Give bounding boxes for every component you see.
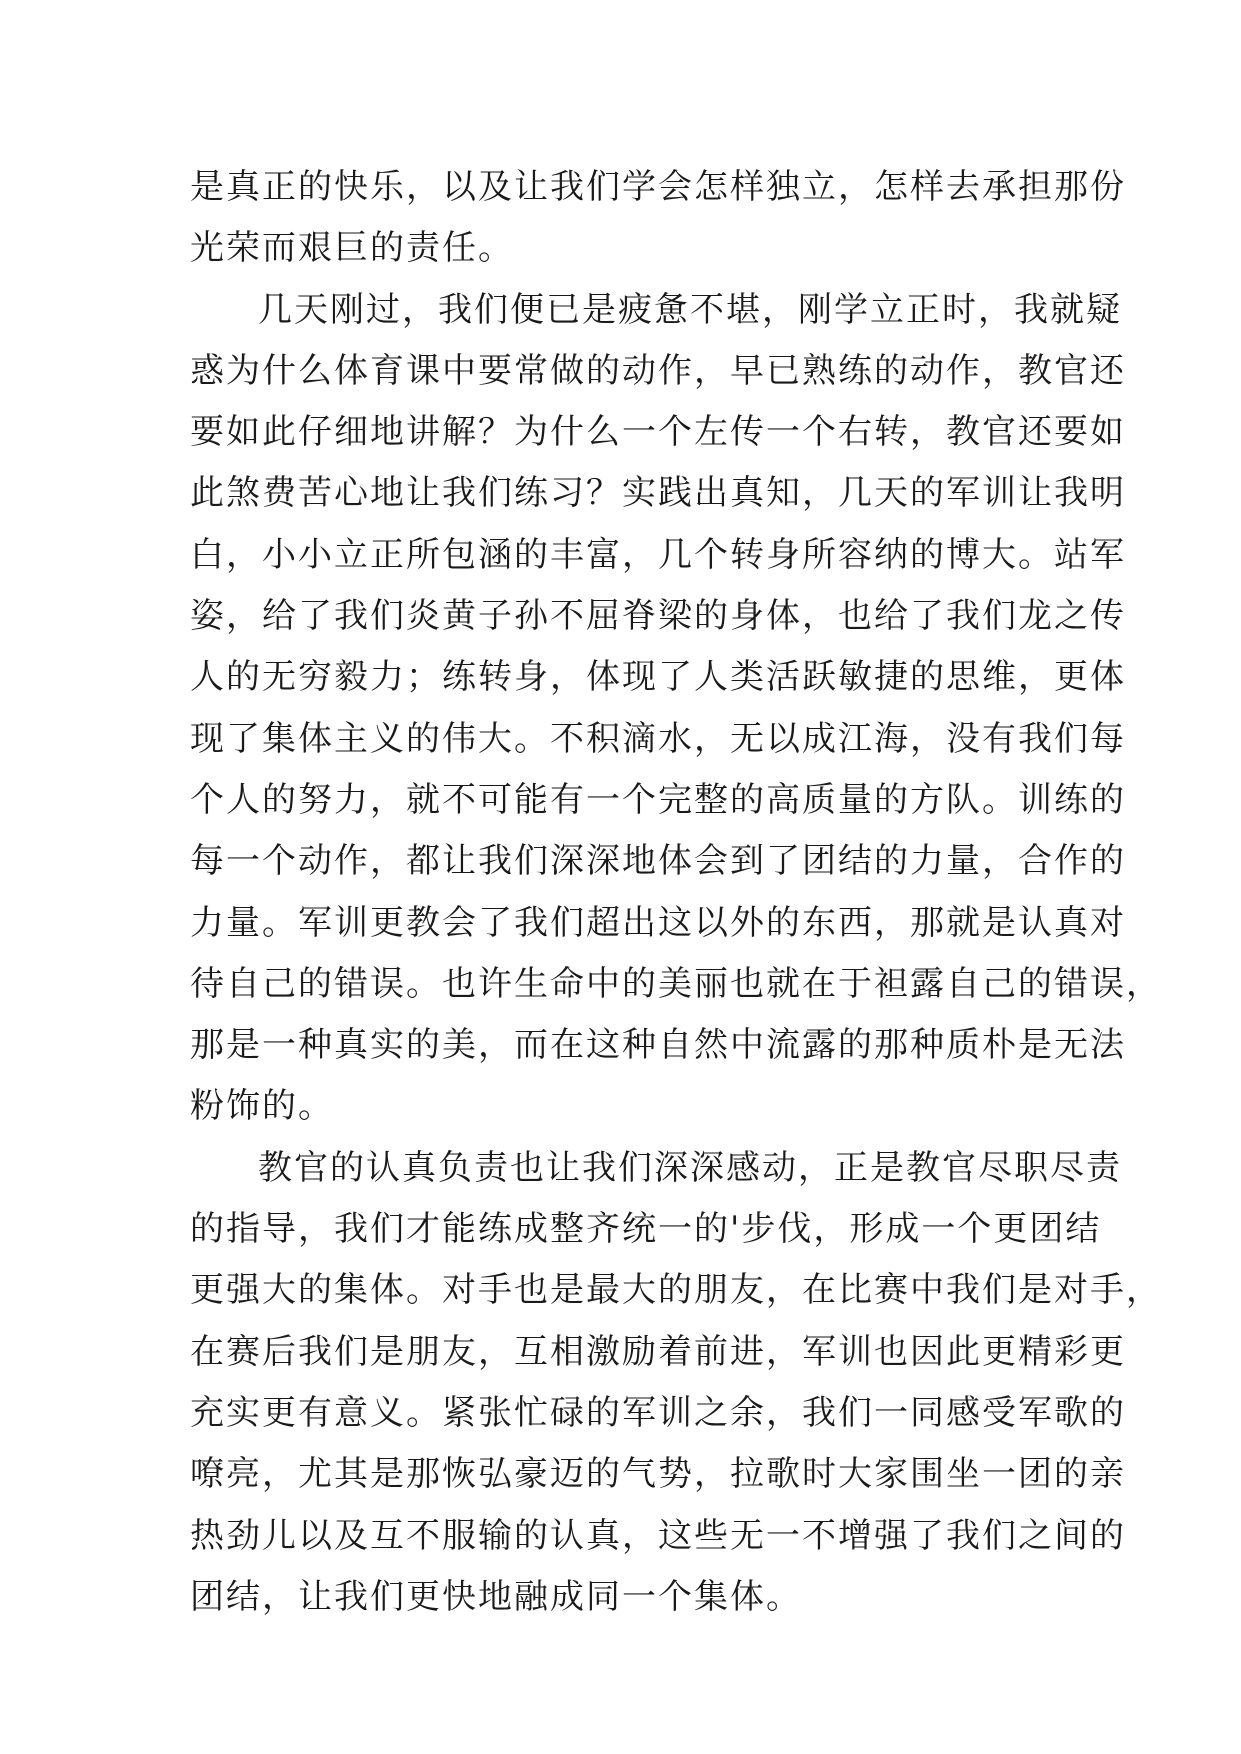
text-line: 团结，让我们更快地融成同一个集体。 <box>190 1576 802 1617</box>
text-line: 惑为什么体育课中要常做的动作，早已熟练的动作，教官还 <box>190 350 1126 391</box>
paragraph-first-line: 几天刚过，我们便已是疲惫不堪，刚学立正时，我就疑 <box>258 289 1122 330</box>
text-line: 充实更有意义。紧张忙碌的军训之余，我们一同感受军歌的 <box>190 1392 1126 1433</box>
text-line: 要如此仔细地讲解？为什么一个左传一个右转，教官还要如 <box>190 412 1126 453</box>
text-line: 现了集体主义的伟大。不积滴水，无以成江海，没有我们每 <box>190 718 1126 759</box>
text-line: 待自己的错误。也许生命中的美丽也就在于袒露自己的错误， <box>190 963 1162 1004</box>
body-text <box>190 157 1162 1628</box>
text-line: 每一个动作，都让我们深深地体会到了团结的力量，合作的 <box>190 841 1126 882</box>
text-line: 那是一种真实的美，而在这种自然中流露的那种质朴是无法 <box>190 1025 1126 1066</box>
text-line: 光荣而艰巨的责任。 <box>190 228 514 269</box>
text-line: 是真正的快乐，以及让我们学会怎样独立，怎样去承担那份 <box>190 167 1126 207</box>
text-line: 粉饰的。 <box>190 1086 334 1127</box>
paragraph-first-line: 教官的认真负责也让我们深深感动，正是教官尽职尽责 <box>258 1147 1122 1188</box>
text-line: 人的无穷毅力；练转身，体现了人类活跃敏捷的思维，更体 <box>190 657 1126 698</box>
text-line: 嘹亮，尤其是那恢弘豪迈的气势，拉歌时大家围坐一团的亲 <box>190 1454 1126 1495</box>
text-line: 此煞费苦心地让我们练习？实践出真知，几天的军训让我明 <box>190 473 1126 514</box>
text-line: 热劲儿以及互不服输的认真，这些无一不增强了我们之间的 <box>190 1515 1126 1556</box>
text-line: 更强大的集体。对手也是最大的朋友，在比赛中我们是对手， <box>190 1270 1162 1311</box>
text-line: 的指导，我们才能练成整齐统一的'步伐，形成一个更团结 <box>190 1209 1102 1250</box>
text-line: 姿，给了我们炎黄子孙不屈脊梁的身体，也给了我们龙之传 <box>190 596 1126 637</box>
text-line: 个人的努力，就不可能有一个完整的高质量的方队。训练的 <box>190 779 1126 820</box>
text-line: 在赛后我们是朋友，互相激励着前进，军训也因此更精彩更 <box>190 1331 1126 1372</box>
text-line: 力量。军训更教会了我们超出这以外的东西，那就是认真对 <box>190 902 1126 943</box>
text-line: 白，小小立正所包涵的丰富，几个转身所容纳的博大。站军 <box>190 534 1126 575</box>
